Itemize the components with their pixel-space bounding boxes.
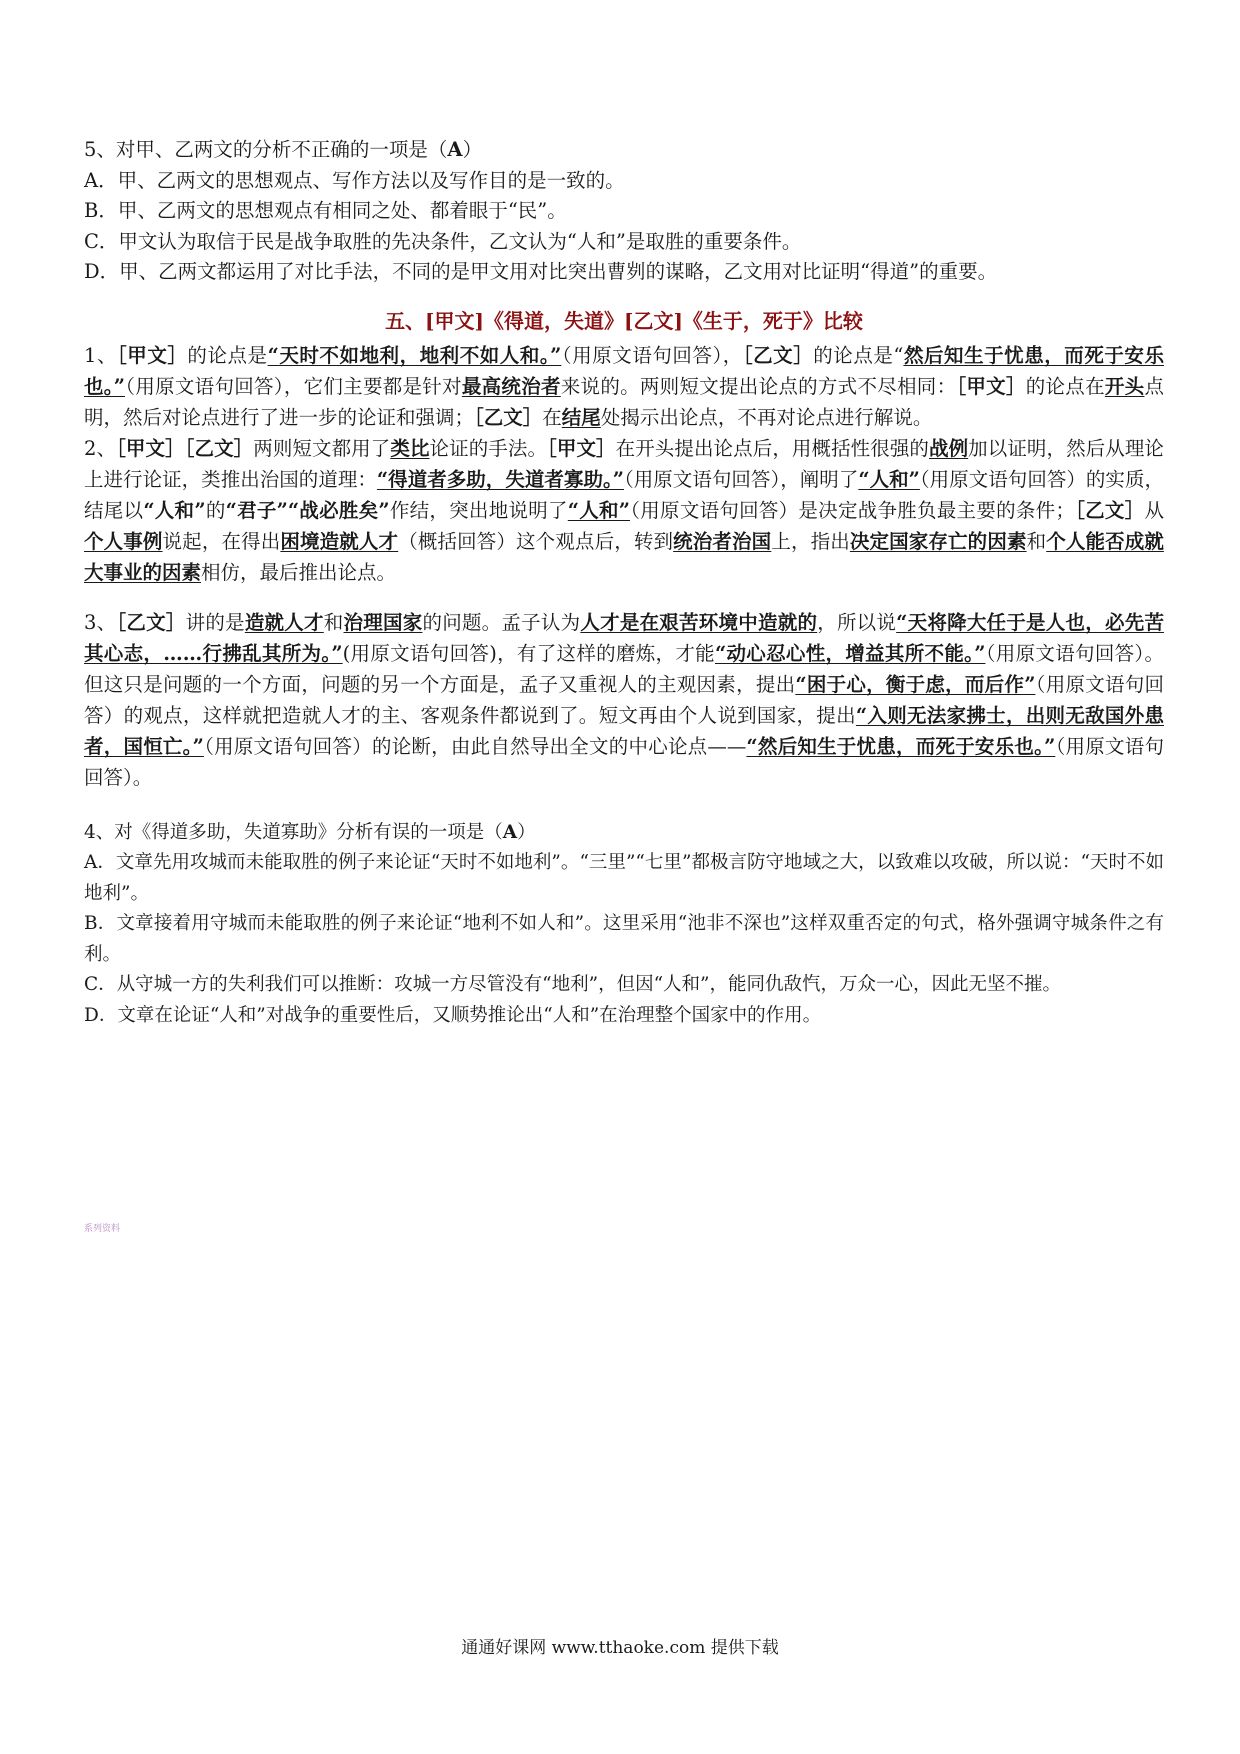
option-c: C．甲文认为取信于民是战争取胜的先决条件，乙文认为“人和”是取胜的重要条件。 (84, 229, 802, 253)
option-d: D．文章在论证“人和”对战争的重要性后，又顺势推论出“人和”在治理整个国家中的作用。 (84, 1004, 822, 1026)
option-c: C．从守城一方的失利我们可以推断：攻城一方尽管没有“地利”，但因“人和”，能同仇敌忾，万众一心，因此无坚不摧。 (84, 974, 1061, 995)
document-page (84, 135, 1164, 1031)
question-4 (84, 818, 1164, 1032)
answer-letter: A (447, 138, 463, 161)
option-d: D．甲、乙两文都运用了对比手法，不同的是甲文用对比突出曹刿的谋略，乙文用对比证明“得道”的重要。 (84, 260, 998, 283)
section-heading: 五、[甲文]《得道，失道》[乙文]《生于，死于》比较 (385, 308, 863, 333)
option-a: A．甲、乙两文的思想观点、写作方法以及写作目的是一致的。 (84, 168, 625, 192)
question-5 (84, 135, 1164, 288)
watermark-text: 系列资料 (84, 1224, 121, 1234)
question-4-stem: 4、对《得道多助，失道寡助》分析有误的一项是（A） (84, 821, 536, 843)
spacer (84, 588, 1164, 607)
option-b: B．甲、乙两文的思想观点有相同之处、都着眼于“民”。 (84, 199, 567, 222)
spacer (84, 793, 1164, 818)
option-a: A．文章先用攻城而未能取胜的例子来论证“天时不如地利”。“三里”“七里”都极言防守地域之大，以致难以攻破，所以说：“天时不如地利”。 (84, 852, 1164, 904)
paragraph-1: 1、［甲文］的论点是“天时不如地利，地利不如人和。”（用原文语句回答），［乙文］的论点是“然后知生于忧患，而死于安乐也。”（用原文语句回答），它们主要都是针对最高统治者来说的。两则短文提出论点的方式不尽相同：［甲文］的论点在开头点明，然后对论点进行了进一步的论证和强调；［乙文］在结尾处揭示出论点，不再对论点进行解说。 (84, 343, 1164, 429)
answer-letter: A (502, 821, 518, 843)
question-5-stem: 5、对甲、乙两文的分析不正确的一项是（A） (84, 138, 483, 161)
paragraph-2: 2、［甲文］［乙文］两则短文都用了类比论证的手法。［甲文］在开头提出论点后，用概括性很强的战例加以证明，然后从理论上进行论证，类推出治国的道理：“得道者多助，失道者寡助。”（用原文语句回答），阐明了“人和”（用原文语句回答）的实质，结尾以“人和”的“君子”“战必胜矣”作结，突出地说明了“人和”（用原文语句回答）是决定战争胜负最主要的条件；［乙文］从个人事例说起，在得出困境造就人才（概括回答）这个观点后，转到统治者治国上，指出决定国家存亡的因素和个人能否成就大事业的因素相仿，最后推出论点。 (84, 436, 1164, 584)
option-b: B．文章接着用守城而未能取胜的例子来论证“地利不如人和”。这里采用“池非不深也”这样双重否定的句式，格外强调守城条件之有利。 (84, 913, 1164, 965)
page-footer: 通通好课网 www.tthaoke.com 提供下载 (461, 1638, 779, 1658)
paragraph-3: 3、［乙文］讲的是造就人才和治理国家的问题。孟子认为人才是在艰苦环境中造就的，所以说“天将降大任于是人也，必先苦其心志，……行拂乱其所为。”(用原文语句回答)，有了这样的磨炼，才能“动心忍心性，增益其所不能。”（用原文语句回答）。但这只是问题的一个方面，问题的另一个方面是，孟子又重视人的主观因素，提出“困于心，衡于虑，而后作”（用原文语句回答）的观点，这样就把造就人才的主、客观条件都说到了。短文再由个人说到国家，提出“入则无法家拂士，出则无敌国外患者，国恒亡。”（用原文语句回答）的论断，由此自然导出全文的中心论点——“然后知生于忧患，而死于安乐也。”（用原文语句回答）。 (84, 610, 1164, 789)
